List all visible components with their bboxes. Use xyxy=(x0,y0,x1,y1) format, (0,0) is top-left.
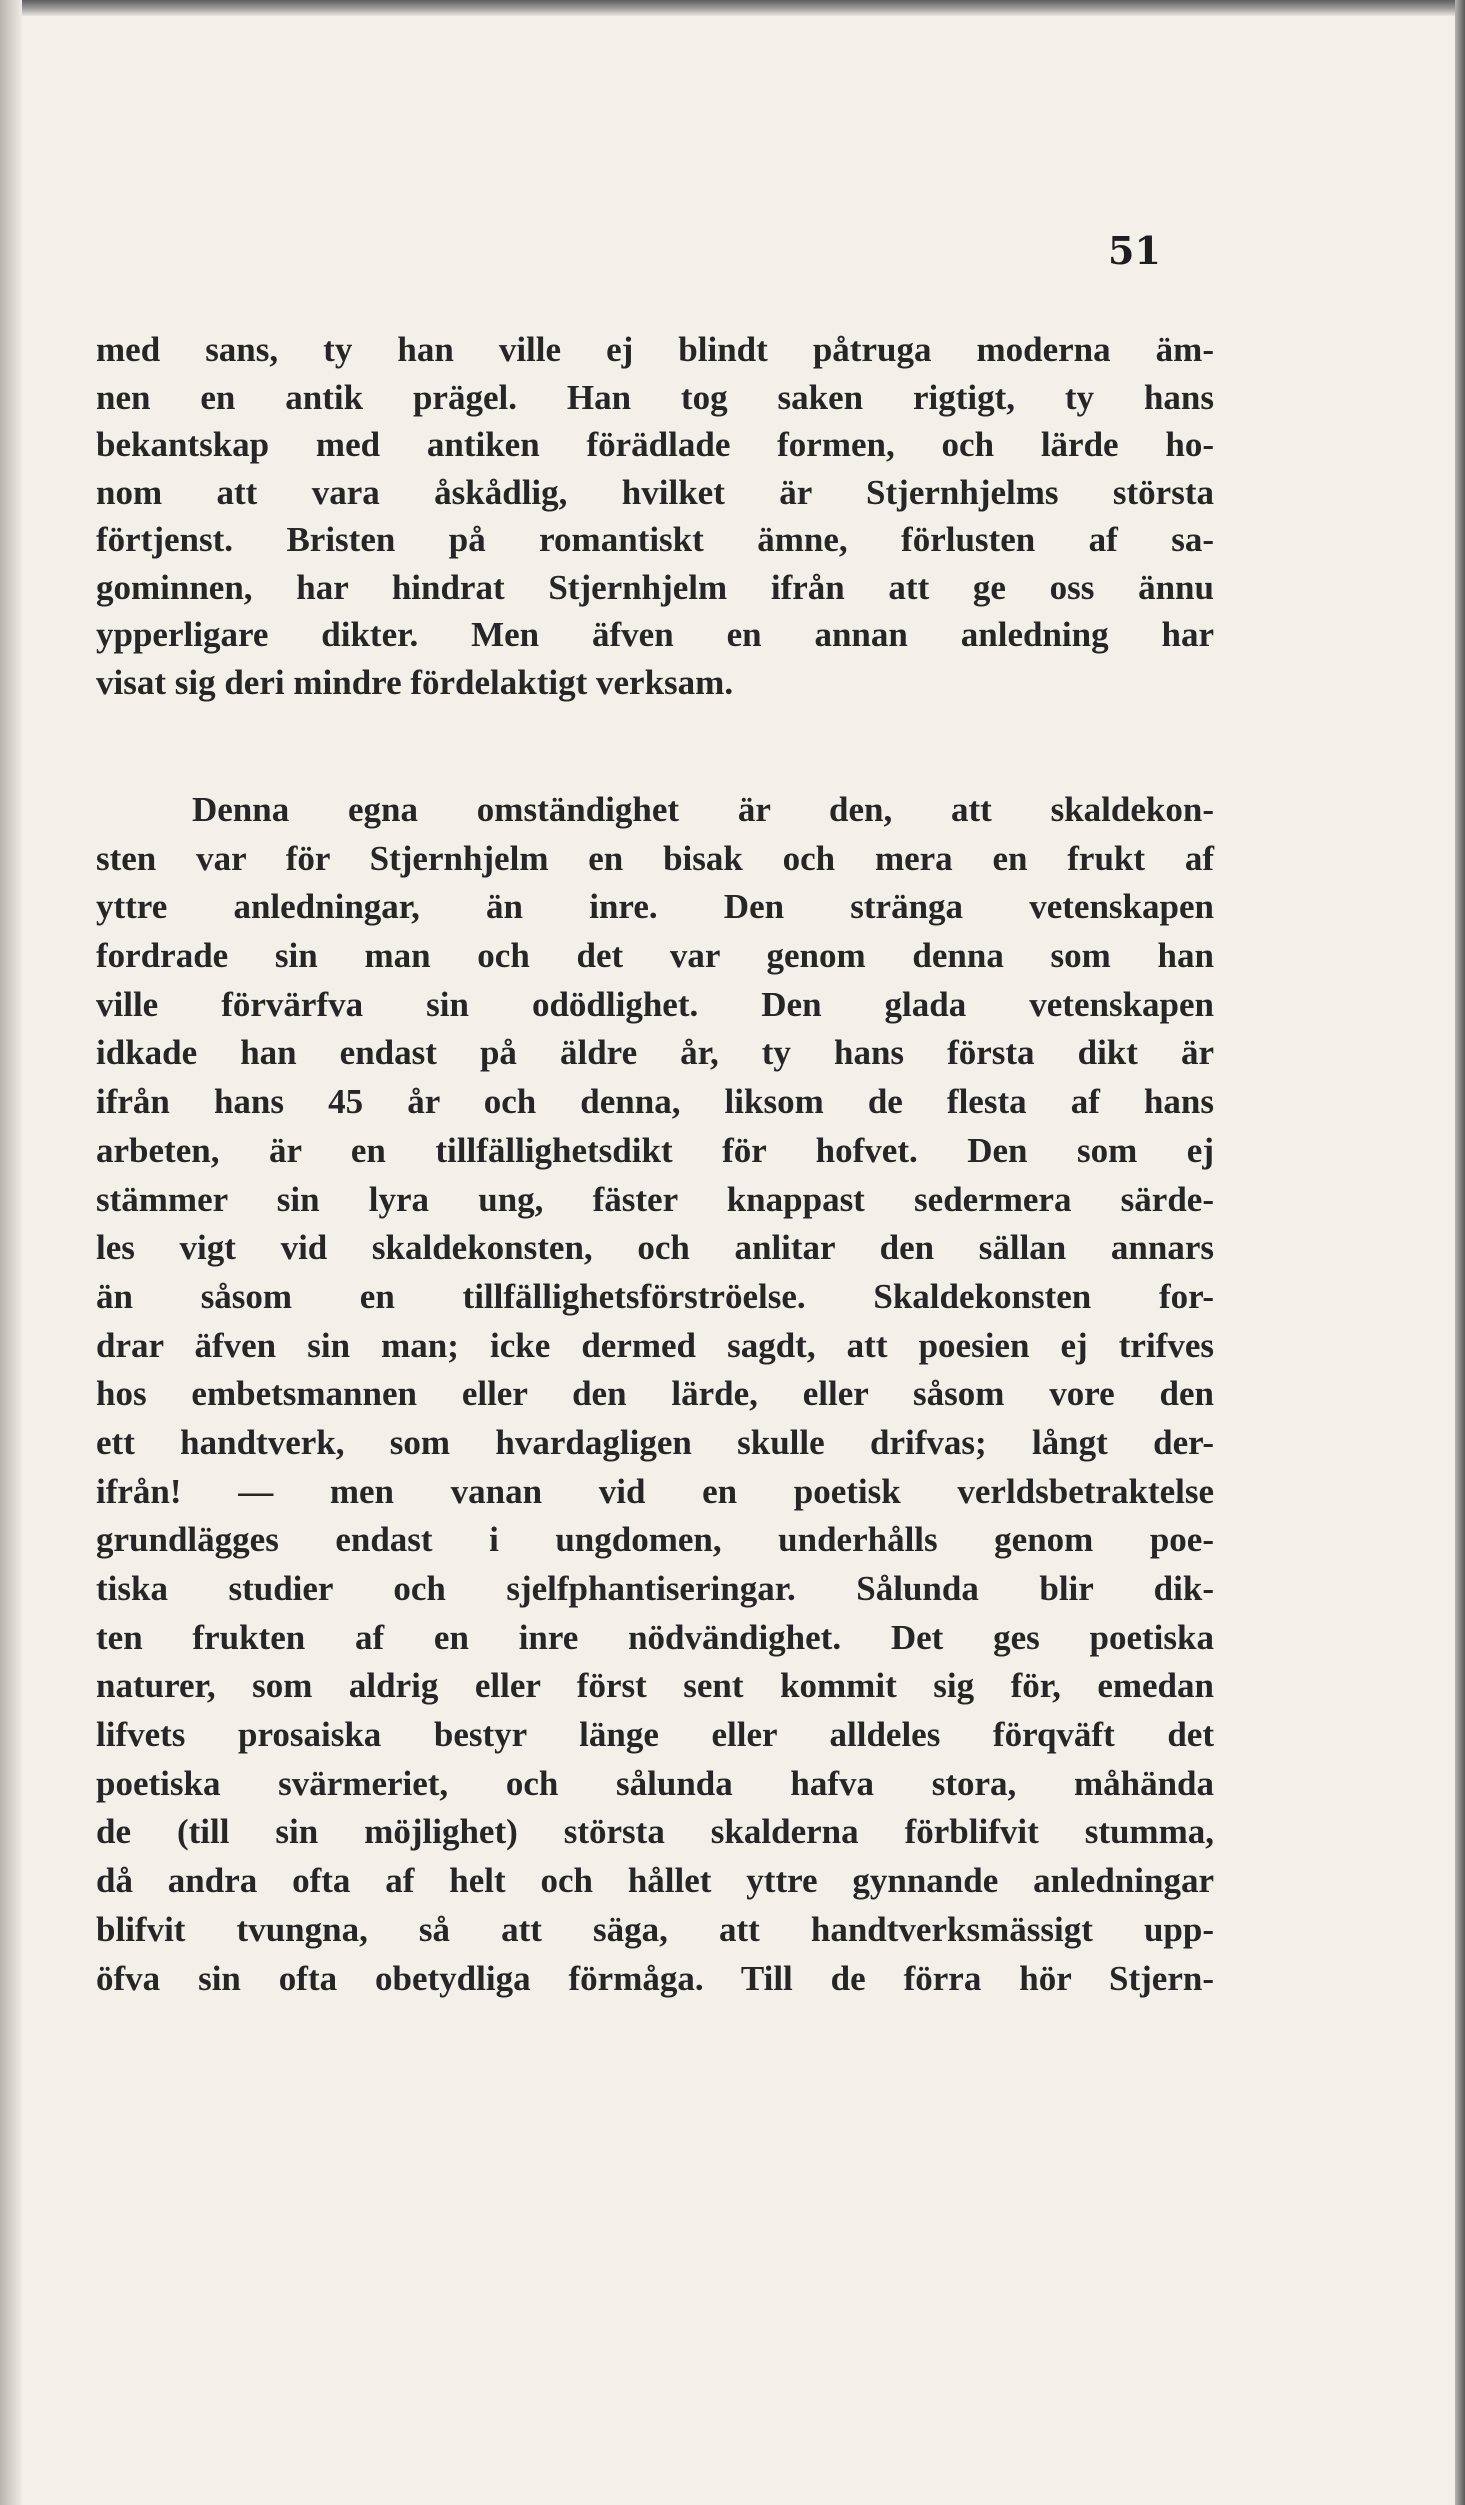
text-line: ett handtverk, som hvardagligen skulle drifvas; långt der- xyxy=(96,1422,1214,1462)
text-line: naturer, som aldrig eller först sent kommit sig för, emedan xyxy=(96,1666,1214,1706)
text-line: ville förvärfva sin odödlighet. Den glada vetenskapen xyxy=(96,984,1214,1024)
text-line: nen en antik prägel. Han tog saken rigtigt, ty hans xyxy=(96,377,1214,417)
text-line: ten frukten af en inre nödvändighet. Det ges poetiska xyxy=(96,1617,1214,1657)
text-line: än såsom en tillfällighetsförströelse. Skaldekonsten for- xyxy=(96,1276,1214,1316)
text-line: bekantskap med antiken förädlade formen, och lärde ho- xyxy=(96,425,1214,464)
text-line: tiska studier och sjelfphantiseringar. Sålunda blir dik- xyxy=(96,1569,1214,1608)
text-line: Denna egna omständighet är den, att skaldekon- xyxy=(192,790,1214,829)
text-line: grundlägges endast i ungdomen, underhålls genom poe- xyxy=(96,1520,1214,1560)
scan-right-edge xyxy=(1455,0,1465,2505)
page-number: 51 xyxy=(1108,228,1161,273)
scan-left-edge xyxy=(0,0,22,2505)
text-line: de (till sin möjlighet) största skalderna förblifvit stumma, xyxy=(96,1812,1214,1852)
text-line: poetiska svärmeriet, och sålunda hafva stora, måhända xyxy=(96,1763,1214,1803)
text-line: visat sig deri mindre fördelaktigt verksam. xyxy=(96,662,734,702)
text-line: idkade han endast på äldre år, ty hans första dikt är xyxy=(96,1033,1214,1073)
text-line: nom att vara åskådlig, hvilket är Stjernhjelms största xyxy=(96,472,1214,512)
text-line: gominnen, har hindrat Stjernhjelm ifrån att ge oss ännu xyxy=(96,567,1214,607)
text-line: ypperligare dikter. Men äfven en annan anledning har xyxy=(96,615,1214,654)
text-line: les vigt vid skaldekonsten, och anlitar den sällan annars xyxy=(96,1228,1214,1268)
text-line: lifvets prosaiska bestyr länge eller alldeles förqväft det xyxy=(96,1715,1214,1755)
text-line: fordrade sin man och det var genom denna som han xyxy=(96,936,1214,976)
text-line: arbeten, är en tillfällighetsdikt för hofvet. Den som ej xyxy=(96,1130,1214,1170)
text-line: yttre anledningar, än inre. Den stränga vetenskapen xyxy=(96,887,1214,927)
text-line: öfva sin ofta obetydliga förmåga. Till de förra hör Stjern- xyxy=(96,1958,1214,1998)
text-line: då andra ofta af helt och hållet yttre gynnande anledningar xyxy=(96,1861,1214,1901)
text-line: ifrån! — men vanan vid en poetisk verldsbetraktelse xyxy=(96,1471,1214,1511)
text-line: ifrån hans 45 år och denna, liksom de flesta af hans xyxy=(96,1082,1214,1122)
text-line: förtjenst. Bristen på romantiskt ämne, förlusten af sa- xyxy=(96,520,1214,559)
text-line: sten var för Stjernhjelm en bisak och mera en frukt af xyxy=(96,838,1214,878)
paragraph-1 xyxy=(96,326,1214,706)
text-line: drar äfven sin man; icke dermed sagdt, att poesien ej trifves xyxy=(96,1325,1214,1365)
text-line: blifvit tvungna, så att säga, att handtverksmässigt upp- xyxy=(96,1909,1214,1949)
text-line: hos embetsmannen eller den lärde, eller såsom vore den xyxy=(96,1374,1214,1414)
text-line: stämmer sin lyra ung, fäster knappast sedermera särde- xyxy=(96,1179,1214,1219)
paragraph-2 xyxy=(96,786,1214,2003)
text-line: med sans, ty han ville ej blindt påtruga moderna äm- xyxy=(96,330,1214,369)
scan-top-edge xyxy=(0,0,1465,16)
